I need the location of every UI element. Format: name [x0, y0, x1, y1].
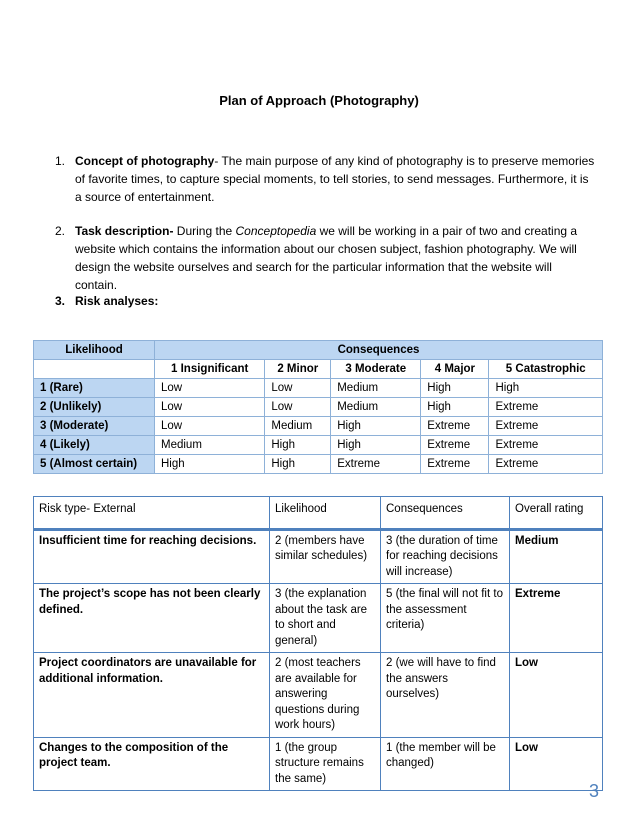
- matrix-cell: Extreme: [489, 417, 603, 436]
- matrix-row: [34, 379, 603, 398]
- risk-likelihood-cell: 2 (most teachers are available for answering questions during work hours): [270, 653, 381, 738]
- matrix-cell: High: [155, 455, 265, 474]
- matrix-cell: Low: [265, 379, 331, 398]
- matrix-cell: Medium: [331, 379, 421, 398]
- risks-header-cell: Overall rating: [510, 497, 603, 530]
- risk-rating-cell: Low: [510, 653, 603, 738]
- section-body: [75, 292, 595, 310]
- matrix-cell: High: [331, 417, 421, 436]
- matrix-row-label: 1 (Rare): [34, 379, 155, 398]
- section-number: 2.: [55, 224, 66, 238]
- matrix-row: [34, 436, 603, 455]
- risks-row: [34, 737, 603, 791]
- risk-type-cell: Project coordinators are unavailable for additional information.: [34, 653, 270, 738]
- section-text: During the: [173, 224, 236, 238]
- section-italic: Conceptopedia: [235, 224, 317, 238]
- risks-row: [34, 653, 603, 738]
- matrix-col-header: 2 Minor: [265, 360, 331, 379]
- risk-type-cell: Insufficient time for reaching decisions.: [34, 529, 270, 584]
- section-number: 1.: [55, 154, 66, 168]
- risks-header-cell: Risk type- External: [34, 497, 270, 530]
- risk-rating-cell: Low: [510, 737, 603, 791]
- section-heading: Concept of photography: [75, 154, 215, 168]
- section-concept: [55, 152, 595, 206]
- external-risks-table: [33, 496, 603, 791]
- matrix-corner: [34, 360, 155, 379]
- risks-row: [34, 529, 603, 584]
- matrix-cell: Extreme: [489, 455, 603, 474]
- section-number: 3.: [55, 294, 66, 308]
- risk-type-cell: Changes to the composition of the project team.: [34, 737, 270, 791]
- section-body: [75, 152, 595, 206]
- matrix-cell: Extreme: [489, 436, 603, 455]
- section-text: we will be working in a pair of two and creating a website which contains the information about our chosen subject, fashion photography. We will design the website ourselves and search for the particular information that the website will contain.: [75, 224, 578, 292]
- matrix-col-header: 4 Major: [421, 360, 489, 379]
- matrix-cell: High: [421, 379, 489, 398]
- matrix-row-label: 3 (Moderate): [34, 417, 155, 436]
- risks-header-row: [34, 497, 603, 530]
- matrix-cell: High: [489, 379, 603, 398]
- risk-type-cell: The project’s scope has not been clearly defined.: [34, 584, 270, 653]
- matrix-cell: Medium: [155, 436, 265, 455]
- page-number: 3: [589, 781, 600, 801]
- section-text: - The main purpose of any kind of photography is to preserve memories of favorite times, to capture special moments, to tell stories, to send messages. Furthermore, it is a source of entertainment.: [75, 154, 595, 204]
- risks-row: [34, 584, 603, 653]
- risk-likelihood-cell: 1 (the group structure remains the same): [270, 737, 381, 791]
- section-body: [75, 222, 595, 294]
- matrix-cell: High: [265, 436, 331, 455]
- matrix-row-label: 2 (Unlikely): [34, 398, 155, 417]
- risk-consequences-cell: 2 (we will have to find the answers ourselves): [381, 653, 510, 738]
- matrix-consequences-header: Consequences: [155, 341, 603, 360]
- matrix-row: [34, 417, 603, 436]
- risk-consequences-cell: 5 (the final will not fit to the assessment criteria): [381, 584, 510, 653]
- matrix-cell: High: [331, 436, 421, 455]
- matrix-header-row: [34, 341, 603, 360]
- matrix-row: [34, 455, 603, 474]
- matrix-cell: High: [421, 398, 489, 417]
- risk-rating-cell: Medium: [510, 529, 603, 584]
- matrix-likelihood-header: Likelihood: [34, 341, 155, 360]
- section-heading: Risk analyses:: [75, 294, 159, 308]
- matrix-cell: Extreme: [489, 398, 603, 417]
- section-heading: Task description-: [75, 224, 174, 238]
- section-risk: [55, 292, 595, 310]
- risk-likelihood-cell: 2 (members have similar schedules): [270, 529, 381, 584]
- risk-rating-cell: Extreme: [510, 584, 603, 653]
- risk-consequences-cell: 1 (the member will be changed): [381, 737, 510, 791]
- risk-consequences-cell: 3 (the duration of time for reaching decisions will increase): [381, 529, 510, 584]
- risks-header-cell: Likelihood: [270, 497, 381, 530]
- section-task: [55, 222, 595, 294]
- risk-likelihood-cell: 3 (the explanation about the task are to short and general): [270, 584, 381, 653]
- matrix-cell: Medium: [331, 398, 421, 417]
- matrix-cell: Extreme: [421, 417, 489, 436]
- matrix-col-header: 3 Moderate: [331, 360, 421, 379]
- risk-matrix-table: [33, 340, 603, 474]
- matrix-cell: Low: [265, 398, 331, 417]
- matrix-row: [34, 398, 603, 417]
- matrix-cell: Extreme: [331, 455, 421, 474]
- matrix-col-header: 5 Catastrophic: [489, 360, 603, 379]
- matrix-subheader-row: [34, 360, 603, 379]
- matrix-cell: Extreme: [421, 436, 489, 455]
- matrix-cell: High: [265, 455, 331, 474]
- matrix-cell: Extreme: [421, 455, 489, 474]
- page-title: Plan of Approach (Photography): [219, 93, 419, 108]
- matrix-cell: Low: [155, 417, 265, 436]
- matrix-row-label: 5 (Almost certain): [34, 455, 155, 474]
- matrix-cell: Low: [155, 398, 265, 417]
- risks-header-cell: Consequences: [381, 497, 510, 530]
- matrix-cell: Low: [155, 379, 265, 398]
- matrix-col-header: 1 Insignificant: [155, 360, 265, 379]
- matrix-row-label: 4 (Likely): [34, 436, 155, 455]
- matrix-cell: Medium: [265, 417, 331, 436]
